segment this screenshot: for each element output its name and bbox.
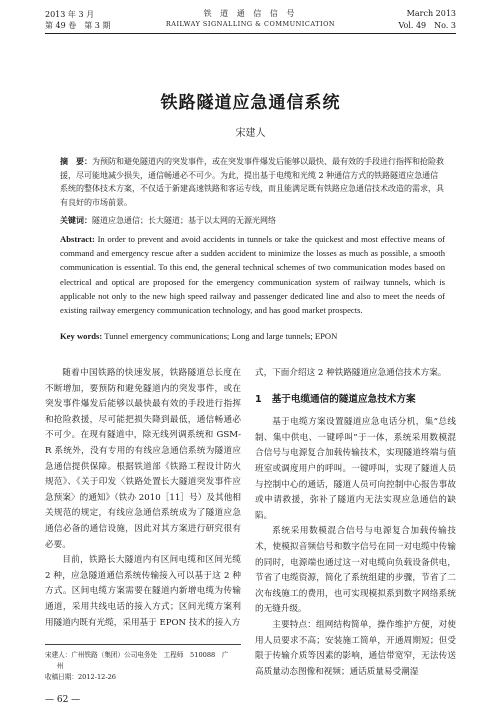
- body-paragraph: 目前，铁路长大隧道内有区间电缆和区间光缆 2 种，应急隧道通信系统传输接入可以基于这 2 种方式。区间电缆方案需要在隧道内新增电缆为传输通道，采用共线电话的接入方式；区间光缆方案利用隧道内既有光缆，采用基于 EPON 技术的接入方: [45, 555, 241, 628]
- body-paragraph: 基于电缆方案设置隧道应急电话分机，集“总线制、集中供电、一键呼叫”于一体，系统采用数模混合信号与电源复合加载传输技术，实现隧道终端与值班室或调度用户的呼叫。一键呼叫，实现了隧道人员与控制中心的通话，隧道人员可向控制中心报告事故或申请救援，弥补了隧道内无法实现应急通信的缺陷。: [255, 417, 456, 521]
- author-affiliation: 宋建人：广州铁路（集团）公司电务处 工程师 510088 广: [45, 651, 229, 659]
- keywords-en: [60, 330, 445, 344]
- section-heading: [255, 392, 456, 408]
- abstract-cn: [60, 155, 445, 209]
- abstract-en-text: In order to prevent and avoid accidents in tunnels or take the quickest and most effective means of command and emergency rescue after a sudden accident to minimize the losses as much as possible, a smooth communication is essential. To this end, the general technical schemes of two communication modes based on electrical and optical are proposed for the emergency communication system of railway tunnels, which is applicable not only to the new high speed railway and passenger dedicated line and also to meet the needs of existing railway emergency communication technology, and has good market prospects.: [60, 234, 445, 316]
- section-title: 基于电缆通信的隧道应急技术方案: [271, 393, 416, 405]
- issue-date-en: March 2013: [406, 9, 456, 18]
- article-title: 铁路隧道应急通信系统: [160, 93, 341, 113]
- abstract-cn-label: 摘 要：: [60, 157, 92, 166]
- footnote: [45, 650, 241, 683]
- header-rule: [45, 33, 456, 34]
- journal-name-en: RAILWAY SIGNALLING & COMMUNICATION: [165, 20, 336, 28]
- keywords-cn-text: 隧道应急通信；长大隧道；基于以太网的无源光网络: [92, 216, 276, 225]
- abstract-en: [60, 232, 445, 317]
- body-paragraph-continued: 式，下面介绍这 2 种铁路隧道应急通信技术方案。: [255, 368, 447, 378]
- keywords-cn: [60, 214, 445, 228]
- abstract-cn-text: 为预防和避免隧道内的突发事件，或在突发事件爆发后能够以最快、最有效的手段进行指挥和抢险救援，尽可能地减少损失，通信畅通必不可少。为此，提出基于电缆和光缆 2 种通信方式的铁路隧道应急通信系统的整体技术方案，不仅适于新建高速铁路和客运专线，而且能满足既有铁路应急通信技术改造的需求，具有良好的市场前景。: [60, 157, 444, 207]
- volume-en: Vol. 49 No. 3: [398, 21, 456, 30]
- journal-name-cn: 铁 道 通 信 信 号: [203, 9, 298, 18]
- section-number: 1: [255, 393, 262, 405]
- author-name: 宋建人: [235, 128, 266, 139]
- keywords-cn-label: 关键词：: [60, 216, 92, 225]
- body-paragraph: 随着中国铁路的快速发展，铁路隧道总长度在不断增加，要预防和避免隧道内的突发事件，或在突发事件爆发后能够以最快最有效的手段进行指挥和抢险救援，尽可能把损失降到最低，通信畅通必不可少。在现有隧道中，除无线列调系统和 GSM-R 系统外，没有专用的有线应急通信系统为隧道应急通信提供保障。根据铁道部《铁路工程设计防火规范》、《关于印发〈铁路处置长大隧道突发事件应急预案〉的通知》（铁办 2010［11］号）及其他相关规范的规定，有线应急通信系统成为了隧道应急通信必备的通信设施，因此对其方案进行研究很有必要。: [45, 368, 241, 550]
- body-column-right: [255, 366, 456, 680]
- body-paragraph: 系统采用数模混合信号与电源复合加载传输技术，使模拟音频信号和数字信号在同一对电缆中传输的同时，电源端也通过这一对电缆向负载设备供电，节省了电缆资源，简化了系统组建的步骤，节省了二次布线施工的费用，也可实现模拟系到数字网络系统的无缝升级。: [255, 526, 456, 615]
- body-paragraph: 主要特点：组网结构简单，操作维护方便，对使用人员要求不高；安装施工简单，开通周期短；但受限于传输介质等因素的影响，通信带宽窄，无法传送高质量动态图像和视频；通话质量易受潮湿: [255, 619, 456, 677]
- author-affiliation-cont: 州: [57, 662, 64, 670]
- body-column-left: [45, 366, 241, 631]
- abstract-en-label: Abstract:: [60, 234, 95, 244]
- running-header: [0, 0, 501, 38]
- keywords-en-text: Tunnel emergency communications; Long and large tunnels; EPON: [104, 331, 338, 341]
- volume-cn: 第 49 卷 第 3 期: [45, 21, 111, 30]
- received-date: 收稿日期：2012-12-26: [45, 673, 116, 681]
- footnote-rule: [45, 644, 241, 645]
- page-number: — 62 —: [45, 695, 81, 705]
- issue-date-cn: 2013 年 3 月: [45, 10, 95, 19]
- keywords-en-label: Key words:: [60, 331, 103, 341]
